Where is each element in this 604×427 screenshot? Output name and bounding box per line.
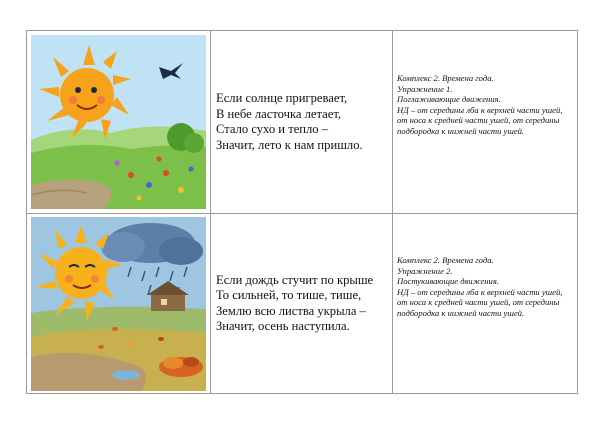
leaf-pile	[159, 357, 203, 377]
exercise-table	[26, 30, 578, 394]
poem-line: Значит, лето к нам пришло.	[216, 137, 363, 152]
poem-line: Если дождь стучит по крыше	[216, 272, 374, 287]
table-row-autumn	[27, 213, 577, 394]
poem-cell	[211, 213, 393, 394]
exercise-number: Упражнение 1.	[397, 83, 453, 94]
poem-line: То сильней, то тише, тише,	[216, 288, 362, 302]
poem-autumn	[216, 273, 373, 335]
road	[31, 179, 112, 209]
poem-line: Если солнце пригревает,	[216, 91, 348, 105]
instruction-cell	[393, 213, 577, 394]
puddle	[112, 370, 140, 380]
complex-title: Комплекс 2. Времена года.	[397, 255, 494, 265]
movement-description: НД – от середины лба к верхней части ушей, от носа к средней части ушей, от середины подбородка к нижней части ушей.	[397, 104, 563, 136]
sun-face	[60, 68, 114, 122]
illustration-cell	[27, 213, 211, 394]
poem-line: Стало сухо и тепло –	[216, 122, 329, 136]
table-row-summer	[27, 31, 577, 214]
autumn-sun-illustration	[31, 217, 206, 391]
movement-type: Поглаживающие движения.	[397, 94, 501, 105]
poem-line: Значит, осень наступила.	[216, 319, 350, 333]
movement-description: НД – от середины лба к верхней части ушей, от носа к средней части ушей, от середины подбородка к нижней части ушей.	[397, 286, 563, 318]
instruction-autumn	[397, 255, 573, 319]
poem-line: Землю всю листва укрыла –	[216, 303, 366, 318]
instruction-summer	[397, 73, 573, 137]
illustration-cell	[27, 31, 211, 213]
summer-sun-illustration	[31, 35, 206, 209]
poem-line: В небе ласточка летает,	[216, 106, 342, 121]
poem-summer	[216, 91, 363, 153]
instruction-cell	[393, 31, 577, 213]
movement-type: Постукивающие движения.	[397, 276, 499, 287]
poem-cell	[211, 31, 393, 213]
complex-title: Комплекс 2. Времена года.	[397, 73, 494, 83]
sun-face	[55, 247, 107, 299]
exercise-number: Упражнение 2.	[397, 265, 453, 276]
